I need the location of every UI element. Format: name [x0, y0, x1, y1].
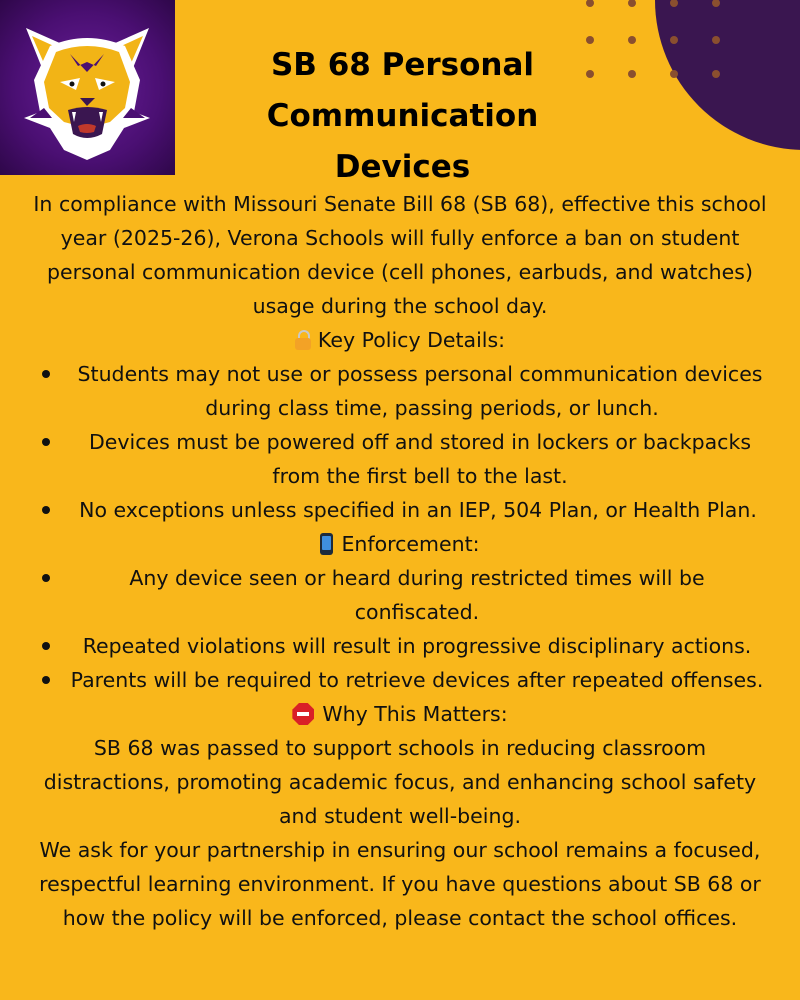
intro-text: usage during the school day.	[252, 294, 548, 318]
closing-text: how the policy will be enforced, please contact the school offices.	[62, 906, 738, 930]
why-text: and student well-being.	[279, 804, 521, 828]
section-heading-text: Enforcement:	[341, 532, 480, 556]
stop-sign-icon	[292, 703, 314, 725]
list-item: Parents will be required to retrieve devices after repeated offenses.	[70, 668, 764, 692]
section-heading-text: Why This Matters:	[322, 702, 508, 726]
title-line: Devices	[334, 149, 471, 185]
page-title	[200, 40, 605, 193]
decorative-circle	[655, 0, 800, 150]
list-item: Any device seen or heard during restricted times will be	[129, 566, 705, 590]
section-heading-enforcement	[0, 527, 800, 561]
list-item: Students may not use or possess personal communication devices	[77, 362, 763, 386]
intro-text: personal communication device (cell phones, earbuds, and watches)	[47, 260, 753, 284]
why-text: SB 68 was passed to support schools in reducing classroom	[93, 736, 707, 760]
list-item: Devices must be powered off and stored in lockers or backpacks	[88, 430, 752, 454]
mobile-phone-icon	[320, 533, 333, 555]
closing-text: respectful learning environment. If you have questions about SB 68 or	[39, 872, 761, 896]
section-heading-key-policy	[0, 323, 800, 357]
intro-text: year (2025-26), Verona Schools will fully enforce a ban on student	[60, 226, 740, 250]
lock-icon	[295, 330, 311, 350]
list-item: from the first bell to the last.	[272, 464, 568, 488]
section-heading-text: Key Policy Details:	[317, 328, 506, 352]
why-text: distractions, promoting academic focus, and enhancing school safety	[43, 770, 757, 794]
wildcat-mascot-icon	[0, 0, 175, 175]
section-heading-why	[0, 697, 800, 731]
list-item: confiscated.	[354, 600, 480, 624]
logo	[0, 0, 175, 175]
title-line: SB 68 Personal	[270, 47, 535, 83]
list-item: No exceptions unless specified in an IEP, 504 Plan, or Health Plan.	[79, 498, 757, 522]
intro-text: In compliance with Missouri Senate Bill 68 (SB 68), effective this school	[33, 192, 767, 216]
list-item: during class time, passing periods, or lunch.	[205, 396, 659, 420]
title-line: Communication	[266, 98, 539, 134]
closing-text: We ask for your partnership in ensuring our school remains a focused,	[39, 838, 761, 862]
list-item: Repeated violations will result in progressive disciplinary actions.	[82, 634, 752, 658]
